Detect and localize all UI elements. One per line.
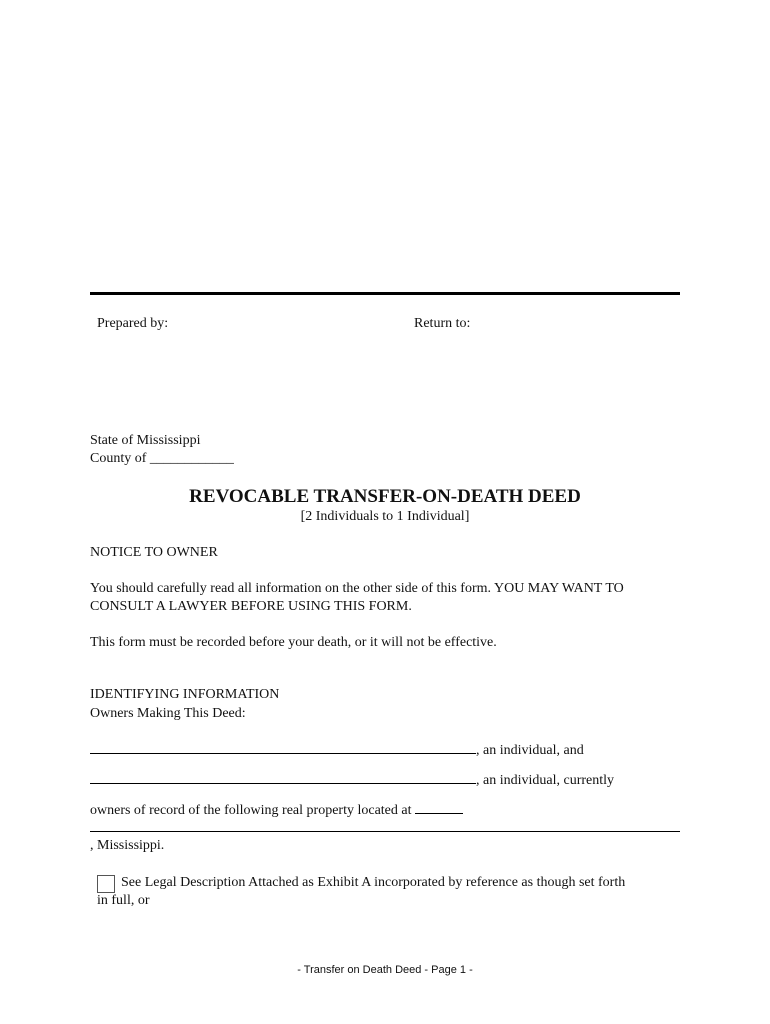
state-suffix: , Mississippi. [90, 838, 165, 853]
notice-paragraph: You should carefully read all information on the other side of this form. YOU MAY WANT TO CONSULT A LAWYER BEFORE USING THIS FORM. [90, 581, 624, 614]
document-subtitle: [2 Individuals to 1 Individual] [300, 509, 470, 524]
property-location-field[interactable] [415, 801, 463, 814]
owner-2-line [90, 771, 614, 789]
owner-1-line [90, 741, 584, 759]
owner-2-suffix: , an individual, currently [476, 773, 615, 788]
owner-1-suffix: , an individual, and [476, 743, 584, 758]
property-location-text: owners of record of the following real property located at [90, 803, 412, 818]
state-label: State of Mississippi [90, 433, 201, 448]
header-divider [90, 292, 680, 295]
identifying-heading: IDENTIFYING INFORMATION [90, 687, 280, 702]
property-location-line [90, 801, 463, 819]
document-title: REVOCABLE TRANSFER-ON-DEATH DEED [189, 486, 581, 507]
county-label: County of ____________ [90, 451, 234, 466]
recording-notice: This form must be recorded before your death, or it will not be effective. [90, 635, 497, 650]
legal-description-label: See Legal Description Attached as Exhibit A incorporated by reference as though set forth [121, 875, 626, 890]
legal-description-continuation: in full, or [97, 893, 150, 908]
owners-label: Owners Making This Deed: [90, 706, 246, 721]
property-location-continuation-field[interactable] [90, 831, 680, 832]
notice-heading: NOTICE TO OWNER [90, 545, 218, 560]
page-footer: - Transfer on Death Deed - Page 1 - [297, 964, 473, 976]
owner-2-name-field[interactable] [90, 771, 476, 784]
return-to-label: Return to: [414, 316, 471, 331]
legal-description-checkbox[interactable] [97, 875, 115, 893]
prepared-by-label: Prepared by: [97, 316, 169, 331]
owner-1-name-field[interactable] [90, 741, 476, 754]
